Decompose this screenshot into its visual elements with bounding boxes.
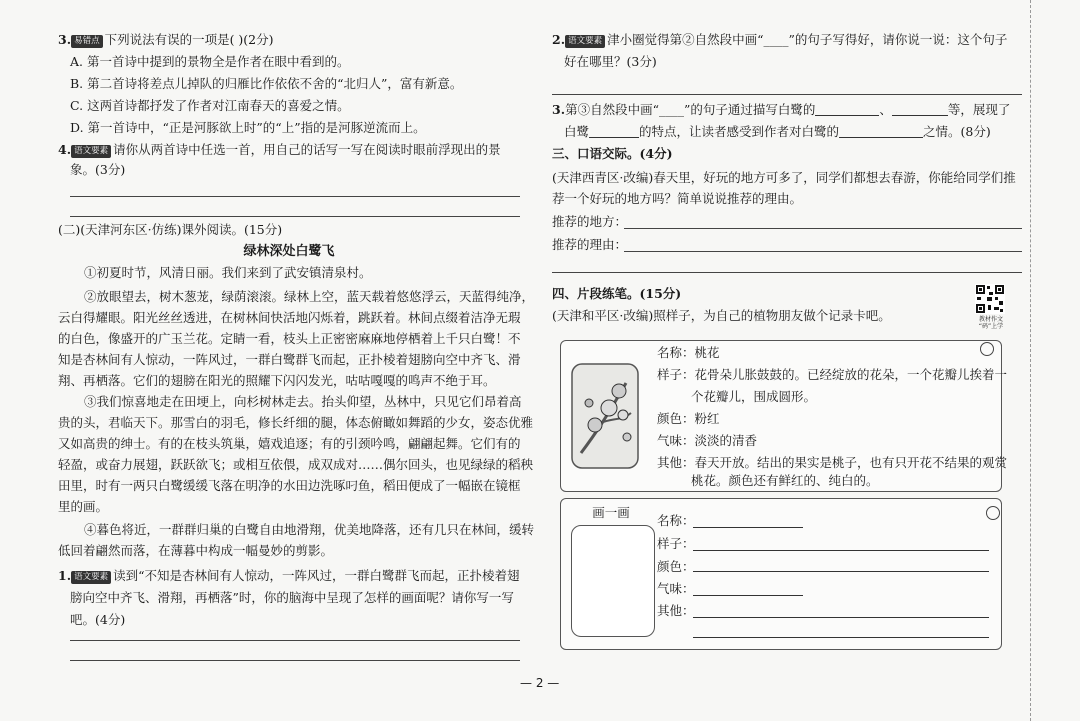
paragraph-2-line: 翔、再栖落。它们的翅膀在阳光的照耀下闪闪发光，咕咕嘎嘎的鸣声不绝于耳。 (58, 373, 496, 388)
paragraph-3-line: 轻盈，或奋力展翅，跃跃欲飞；或相互依偎，成双成对……偶尔回头，也见绿绿的稻秧 (58, 457, 534, 472)
question-4: 4. 语文要素 请你从两首诗中任选一首，用自己的话写一写在阅读时眼前浮现出的景 (58, 142, 501, 157)
answer-line[interactable] (70, 640, 520, 641)
answer-line[interactable] (70, 196, 520, 197)
other-input-line[interactable] (693, 637, 989, 638)
name-label: 名称： (657, 513, 695, 528)
binding-dashed-line (1030, 0, 1031, 721)
card-name: 名称：桃花 (657, 345, 720, 360)
question-tag: 语文要素 (71, 145, 111, 158)
question-tag: 易错点 (71, 35, 103, 48)
oral-text: (天津西青区·改编)春天里，好玩的地方可多了，同学们都想去春游，你能给同学们推 (552, 170, 1016, 185)
other-input-line[interactable] (693, 617, 989, 618)
paragraph-4-line: ④暮色将近，一群群归巢的白鹭自由地滑翔，优美地降落，还有几只在林间，缓转 (84, 522, 535, 537)
page-number: — 2 — (520, 676, 560, 690)
recommend-place-label: 推荐的地方： (552, 214, 628, 229)
question-1-cont: 膀向空中齐飞、滑翔，再栖落”时，你的脑海中呈现了怎样的画面呢？请你写一写 (70, 590, 514, 605)
recommend-reason-label: 推荐的理由： (552, 237, 628, 252)
question-3 (58, 30, 274, 50)
answer-line[interactable] (624, 228, 1022, 229)
shape-label: 样子： (657, 536, 695, 551)
fill-blank[interactable] (815, 103, 879, 116)
option-b: B. 第二首诗将差点儿掉队的归雁比作依依不舍的“北归人”，富有新意。 (70, 76, 463, 91)
question-3-cont: 白鹭 的特点，让读者感受到作者对白鹭的 之情。(8分) (564, 124, 991, 139)
question-text: 下列说法有误的一项是( )(2分) (104, 32, 274, 47)
answer-line[interactable] (70, 660, 520, 661)
question-tag: 语文要素 (71, 571, 111, 584)
draw-label: 画一画 (592, 505, 630, 520)
paragraph-2-line: ②放眼望去，树木葱茏，绿荫滚滚。绿林上空，蓝天载着悠悠浮云，天蓝得纯净， (84, 289, 535, 304)
shape-input-line[interactable] (693, 550, 989, 551)
question-tag: 语文要素 (565, 35, 605, 48)
section-3-heading: 三、口语交际。(4分) (552, 146, 673, 161)
paragraph-3-line: 又如高贵的绅士。有的在枝头筑巢，嬉戏追逐；有的引颈吟鸣，翩翩起舞。它们有的 (58, 436, 521, 451)
paragraph-3-line: 田里，时有一两只白鹭缓缓飞落在明净的水田边洗啄叼鱼，稻田便成了一幅嵌在镜框 (58, 478, 521, 493)
fill-blank[interactable] (839, 125, 923, 138)
qr-caption: 教材作文 “码”上学 (978, 316, 1004, 330)
sample-record-card (560, 340, 1008, 492)
paragraph-1: ①初夏时节，风清日丽。我们来到了武安镇清泉村。 (84, 265, 372, 280)
question-4-cont: 象。(3分) (70, 162, 126, 177)
smell-label: 气味： (657, 581, 695, 596)
question-1-cont: 吧。(4分) (70, 612, 126, 627)
section-4-heading: 四、片段练笔。(15分) (552, 286, 682, 301)
question-3: 3.第③自然段中画“____”的句子通过描写白鹭的 、 等，展现了 (552, 102, 1011, 117)
question-1: 1. 语文要素 读到“不知是杏林间有人惊动，一阵风过，一群白鹭群飞而起，正扑棱着翅 (58, 568, 520, 583)
section-2-heading: (二)(天津河东区·仿练)课外阅读。(15分) (58, 222, 283, 237)
paper-clip-icon (986, 506, 1000, 520)
blank-record-card (560, 498, 1002, 650)
card-other-cont: 桃花。颜色还有鲜红的、纯白的。 (691, 473, 879, 488)
card-smell: 气味：淡淡的清香 (657, 433, 758, 448)
card-other: 其他：春天开放。结出的果实是桃子，也有只开花不结果的观赏 (657, 455, 1008, 470)
question-number: 3. (58, 32, 72, 47)
option-a: A. 第一首诗中提到的景物全是作者在眼中看到的。 (70, 54, 350, 69)
oral-text: 荐一个好玩的地方吗？简单说说推荐的理由。 (552, 191, 803, 206)
option-c: C. 这两首诗都抒发了作者对江南春天的喜爱之情。 (70, 98, 350, 113)
drawing-area[interactable] (571, 525, 655, 637)
paragraph-2-line: 云白得耀眼。阳光丝丝透进，在树林间快活地闪烁着，跳跃着。林间点缀着洁净无瑕 (58, 310, 521, 325)
qr-code-icon (975, 284, 1005, 314)
paper-clip-icon (980, 342, 994, 356)
practice-instruction: (天津和平区·改编)照样子，为自己的植物朋友做个记录卡吧。 (552, 308, 891, 323)
question-2: 2. 语文要素 津小圈觉得第②自然段中画“____”的句子写得好，请你说一说：这个句子 (552, 32, 1008, 47)
fill-blank[interactable] (589, 125, 639, 138)
smell-input-line[interactable] (693, 595, 803, 596)
answer-line[interactable] (552, 272, 1022, 273)
answer-line[interactable] (552, 94, 1022, 95)
fill-blank[interactable] (892, 103, 948, 116)
paragraph-4-line: 低回着翩然而落，在薄暮中构成一幅曼妙的剪影。 (58, 543, 334, 558)
paragraph-3-line: ③我们惊喜地走在田埂上，向杉树林走去。抬头仰望，丛林中，只见它们昂着高 (84, 394, 522, 409)
paragraph-2-line: 的白色，像盛开的广玉兰花。定睛一看，枝头上正密密麻麻地停栖着上千只白鹭！不 (58, 331, 521, 346)
paragraph-3-line: 贵的头，君临天下。那雪白的羽毛，修长纤细的腿，体态俯瞰如舞蹈的少女，姿态优雅 (58, 415, 534, 430)
question-2-cont: 好在哪里？(3分) (564, 54, 657, 69)
card-shape: 样子：花骨朵儿胀鼓鼓的。已经绽放的花朵，一个花瓣儿挨着一 (657, 367, 1008, 382)
answer-line[interactable] (70, 216, 520, 217)
paragraph-3-line: 里的画。 (58, 499, 109, 514)
card-color: 颜色：粉红 (657, 411, 720, 426)
shape-input-line[interactable] (693, 571, 989, 572)
card-shape-cont: 个花瓣儿，围成圆形。 (691, 389, 817, 404)
left-page (58, 0, 535, 721)
other-label: 其他： (657, 603, 695, 618)
peach-blossom-image (571, 363, 639, 469)
color-label: 颜色： (657, 559, 695, 574)
option-d: D. 第一首诗中，“正是河豚欲上时”的“上”指的是河豚逆流而上。 (70, 120, 426, 135)
name-input-line[interactable] (693, 527, 803, 528)
answer-line[interactable] (624, 251, 1022, 252)
passage-title: 绿林深处白鹭飞 (243, 244, 335, 259)
paragraph-2-line: 知是杏林间有人惊动，一阵风过，一群白鹭群飞而起，正扑棱着翅膀向空中齐飞、滑 (58, 352, 521, 367)
